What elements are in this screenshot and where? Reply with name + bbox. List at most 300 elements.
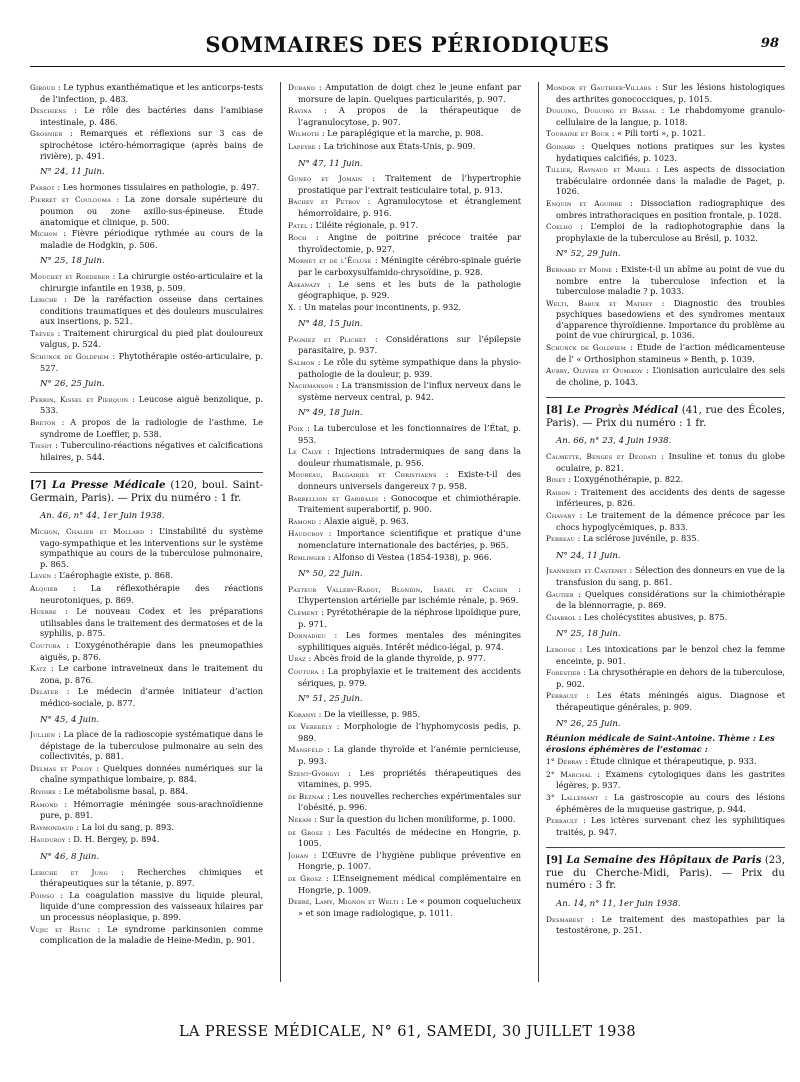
author-name: Remlinger — [288, 552, 326, 562]
article-entry — [546, 451, 785, 473]
article-entry — [288, 768, 521, 790]
article-title: : La loi du sang, p. 893. — [73, 821, 174, 832]
article-title: : Les cholécystites abusives, p. 875. — [575, 611, 728, 622]
author-name: Bernard et Moine — [546, 264, 613, 274]
article-entry — [546, 667, 785, 689]
article-title: : L’Enseignement médical complémentaire en Hongrie, p. 1009. — [298, 873, 521, 895]
article-title: : La tuberculose et les fonctionnaires de l’État, p. 953. — [298, 423, 521, 445]
article-entry — [30, 194, 263, 227]
article-title: : Les états méningés aigus. Diagnose et thérapeutique générales, p. 909. — [556, 690, 785, 712]
author-name: Debré, Lamy, Mignon et Welti — [288, 897, 399, 907]
author-name: Touraine et Bour — [546, 129, 610, 139]
article-entry — [288, 220, 521, 232]
article-title: : Les formes mentales des méningites syphilitiques aiguës. Intérêt médico-légal, p. 974. — [298, 630, 521, 652]
article-entry — [30, 105, 263, 127]
author-name: X. — [288, 302, 297, 312]
author-name: Schunck de Goldfiem — [546, 343, 627, 353]
issue-heading: N° 24, 11 Juin. — [556, 550, 621, 561]
article-title: : L’oxygénothérapie dans les pneumopathies aiguës, p. 876. — [40, 639, 263, 662]
article-title: : L’hypertension artérielle par ischémie rénale, p. 969. — [298, 583, 521, 606]
article-entry — [546, 510, 785, 532]
article-entry — [30, 867, 263, 889]
article-title: : L’instabilité du système vago-sympathique et les interventions sur le système sympathique au cours de la tuberculose pulmonaire, p. 865. — [40, 526, 263, 569]
author-name: Enquin et Aguirre — [546, 198, 623, 208]
author-name: Calmette, Benges et Deodati — [546, 452, 657, 462]
article-title: : Pyrétothérapie de la néphrose lipoïdique pure, p. 971. — [298, 606, 521, 629]
author-name: Nékam — [288, 815, 312, 825]
article-entry — [30, 640, 263, 662]
author-name: Jeanneney et Castenet — [546, 566, 627, 576]
article-entry — [30, 834, 263, 846]
article-entry — [288, 279, 521, 301]
article-entry — [288, 232, 521, 254]
journal-heading — [546, 847, 785, 893]
article-title: : Angine de poitrine précoce traitée par thyroïdectomie, p. 927. — [298, 232, 521, 254]
author-name: Tissot — [30, 441, 53, 451]
article-entry — [288, 552, 521, 564]
page-header — [30, 22, 785, 67]
article-title: : Diagnostic des troubles psychiques basedowiens et des syndromes mentaux d’apparence thyroïdienne. Importance du problème au point de vue chirurgical, p. 1036. — [556, 297, 785, 341]
article-title: : Recherches chimiques et thérapeutiques sur la tétanie, p. 897. — [40, 866, 263, 889]
author-name: Koranyi — [288, 709, 317, 719]
article-title: : Méningite cérébro-spinale guérie par le carboxysulfamido-chrysoïdine, p. 928. — [298, 255, 521, 277]
page-title: SOMMAIRES DES PÉRIODIQUES — [205, 32, 610, 57]
article-title: : Le paraplégique et la marche, p. 908. — [319, 128, 484, 139]
article-entry — [288, 607, 521, 629]
article-title: : L’emploi de la radiophotographie dans la prophylaxie de la tuberculose au Brésil, p. 1032. — [556, 221, 785, 243]
author-name: Giroud — [30, 83, 56, 92]
article-entry — [546, 565, 785, 587]
article-entry — [30, 729, 263, 762]
author-name: Pagniez et Plichet — [288, 334, 367, 344]
article-entry — [288, 709, 521, 721]
author-name: Salmon — [288, 358, 315, 368]
article-entry — [30, 583, 263, 605]
author-name: Huerre — [30, 607, 57, 617]
journal-number: [7] — [30, 479, 52, 492]
author-name: Coutura — [288, 666, 319, 676]
article-entry — [288, 516, 521, 528]
journal-heading — [30, 472, 263, 505]
issue-heading: N° 51, 25 Juin. — [298, 694, 363, 705]
author-name: Mornet et de l’Écluse — [288, 256, 372, 266]
article-entry — [288, 850, 521, 872]
issue-heading: N° 46, 8 Juin. — [40, 852, 100, 863]
article-title: : L’Œuvre de l’hygiène publique préventive en Hongrie, p. 1007. — [298, 849, 521, 872]
article-entry — [30, 440, 263, 462]
article-title: : Le nouveau Codex et les préparations utilisables dans le traitement des dermatoses et de la syphilis, p. 875. — [40, 606, 263, 639]
author-name: de Vereбély — [288, 722, 333, 732]
author-name: 2° Marchal — [546, 769, 592, 779]
article-entry — [288, 105, 521, 127]
author-name: Durand — [288, 83, 316, 92]
author-name: Pierret et Coulouma — [30, 195, 111, 205]
article-title: : La prophylaxie et le traitement des accidents sériques, p. 979. — [298, 665, 521, 688]
author-name: Aubry, Olivier et Oumikov — [546, 366, 643, 376]
article-entry — [546, 533, 785, 545]
author-name: Roch — [288, 233, 307, 243]
author-name: Desmarest — [546, 914, 584, 924]
journal-info: (41, rue des Écoles, Paris). — Prix du numéro : 1 fr. — [546, 405, 785, 429]
article-title: : Traitement chirurgical du pied plat douloureux valgus, p. 524. — [40, 327, 263, 350]
author-name: Perreau — [546, 534, 576, 544]
author-name: Alquier — [30, 583, 58, 593]
article-entry — [546, 82, 785, 104]
article-entry — [30, 822, 263, 834]
author-name: Clément — [288, 607, 319, 617]
article-title: : Quelques notions pratiques sur les kystes hydatiques calcifiés, p. 1023. — [556, 140, 785, 163]
article-entry — [546, 792, 785, 814]
article-entry — [30, 924, 263, 946]
article-entry — [546, 589, 785, 611]
article-title: : Le « poumon coquelucheux » et son image radiologique, p. 1011. — [298, 896, 521, 918]
author-name: Parrot — [30, 182, 55, 192]
article-entry — [30, 82, 263, 104]
author-name: Barbellion et Garibaldi — [288, 493, 379, 503]
article-title: : L’oxygénothérapie, p. 822. — [565, 474, 684, 485]
article-title: : Le rhabdomyome granulo-cellulaire de la langue, p. 1018. — [556, 105, 785, 127]
issue-heading: N° 48, 15 Juin. — [298, 319, 363, 330]
issue-heading: N° 47, 11 Juin. — [298, 158, 363, 169]
article-entry — [30, 786, 263, 798]
article-title: : L’iléite régionale, p. 917. — [307, 219, 419, 230]
article-entry — [30, 570, 263, 582]
author-name: Goinard — [546, 141, 576, 151]
article-title: : Abcès froid de la glande thyroïde, p. 977. — [305, 653, 486, 664]
article-title: : Alaxie aiguë, p. 963. — [315, 515, 409, 526]
author-name: Coelho — [546, 222, 573, 232]
page-footer: LA PRESSE MÉDICALE, N° 61, SAMEDI, 30 JUILLET 1938 — [178, 1024, 637, 1040]
journal-number: [8] — [546, 404, 567, 417]
journal-number: [9] — [546, 854, 567, 867]
article-entry — [288, 141, 521, 153]
article-entry — [30, 271, 263, 293]
author-name: Michon, Chalier et Mollard — [30, 527, 145, 536]
article-title: : Étude clinique et thérapeutique, p. 933. — [582, 756, 757, 767]
article-entry — [546, 644, 785, 666]
author-name: Poix — [288, 424, 304, 434]
author-name: Tillier, Raynaud et Marill — [546, 165, 651, 175]
article-entry — [546, 690, 785, 712]
author-name: Chavany — [546, 511, 576, 520]
column-3 — [546, 82, 785, 1012]
issue-heading: An. 14, n° 11, 1er Juin 1938. — [556, 898, 681, 909]
author-name: Vujic et Ristic — [30, 924, 91, 934]
article-entry — [30, 799, 263, 821]
author-name: Szent-Györgyi — [288, 768, 340, 778]
column-1 — [30, 82, 263, 1012]
author-name: Chabrol — [546, 612, 576, 622]
article-title: : Existe-t-il des donneurs universels dangereux ? p. 958. — [298, 469, 521, 491]
article-title: : Alfonso di Vestea (1854-1938), p. 966. — [325, 551, 492, 562]
article-entry — [30, 228, 263, 250]
article-title: : Le typhus exanthématique et les anticorps-tests de l’infection, p. 483. — [40, 82, 263, 104]
issue-heading: N° 50, 22 Juin. — [298, 569, 363, 580]
author-name: Nachmanson — [288, 381, 334, 391]
article-entry — [288, 666, 521, 688]
article-title: : Le médecin d’armée initiateur d’action médico-sociale, p. 877. — [40, 686, 263, 708]
article-entry — [288, 744, 521, 766]
article-entry — [30, 606, 263, 639]
article-title: : Quelques données numériques sur la chaîne sympathique lombaire, p. 884. — [40, 762, 263, 785]
author-name: Trèves — [30, 328, 55, 338]
author-name: Katz — [30, 664, 47, 674]
author-name: de Grosz — [288, 827, 323, 837]
article-title: : La place de la radioscopie systématique dans le dépistage de la tuberculose pulmonaire au sein des collectivités, p. 881. — [40, 729, 263, 762]
article-entry — [288, 357, 521, 379]
author-name: Delater — [30, 687, 59, 697]
article-title: : Le sens et les buts de la pathologie géographique, p. 929. — [298, 278, 521, 301]
author-name: Delmas et Poloy — [30, 763, 93, 773]
article-title: : La transmission de l’influx nerveux dans le système nerveux central, p. 942. — [298, 380, 521, 402]
article-entry — [30, 328, 263, 350]
article-title: : Importance scientifique et pratique d’une nomenclature internationale des bactéries, p. 965. — [298, 528, 521, 550]
article-title: : Fièvre périodique rythmée au cours de la maladie de Hodgkin, p. 506. — [40, 228, 263, 250]
article-title: : Le traitement de la démence précoce par les chocs hypoglycémiques, p. 833. — [556, 510, 785, 532]
author-name: Wilmoth — [288, 129, 320, 139]
issue-heading: N° 49, 18 Juin. — [298, 408, 363, 419]
author-name: Askanazy — [288, 279, 321, 289]
article-title: : Les aspects de dissociation trabéculaire ordonnée dans la maladie de Paget, p. 1026. — [556, 164, 785, 197]
article-title: : Leucose aiguë benzolique, p. 533. — [40, 393, 263, 416]
author-name: Ravina — [288, 106, 312, 116]
author-name: Perrault — [546, 816, 578, 826]
article-entry — [546, 914, 785, 936]
article-title: : Tuberculino-réactions négatives et calcifications hilaires, p. 544. — [40, 440, 263, 462]
article-title: : Morphologie de l’hyphomycosis pedis, p. 989. — [298, 721, 521, 743]
author-name: Hauduroy — [288, 529, 324, 539]
author-name: Patel — [288, 220, 308, 230]
issue-heading: An. 66, n° 23, 4 Juin 1938. — [556, 436, 672, 447]
article-title: : Les propriétés thérapeutiques des vitamines, p. 995. — [298, 767, 521, 790]
author-name: de Beznak — [288, 791, 325, 801]
article-entry — [288, 791, 521, 813]
article-entry — [288, 896, 521, 918]
author-name: Breton — [30, 418, 56, 428]
article-title: : L’ionisation auriculaire des sels de choline, p. 1043. — [556, 365, 785, 387]
author-name: Perrault — [546, 691, 578, 701]
article-entry — [546, 815, 785, 837]
author-name: Hauduroy — [30, 835, 66, 845]
article-title: : Les hormones tissulaires en pathologie, p. 497. — [54, 181, 260, 192]
article-title: : Traitement des accidents des dents de sagesse inférieures, p. 826. — [556, 486, 785, 509]
article-title: : Sur les lésions histologiques des arthrites gonococciques, p. 1015. — [556, 82, 785, 104]
article-title: : La trichinose aux États-Unis, p. 909. — [315, 140, 476, 151]
article-entry — [30, 763, 263, 785]
author-name: Pasteur Vallery-Radot, Blondin, Israël et Cachin — [288, 584, 508, 594]
article-entry — [30, 394, 263, 416]
article-entry — [30, 890, 263, 923]
article-title: : La sclérose juvénile, p. 835. — [575, 533, 700, 544]
issue-heading: N° 45, 4 Juin. — [40, 714, 100, 725]
article-entry — [288, 302, 521, 314]
author-name: Ramond — [30, 799, 58, 809]
issue-heading: N° 25, 18 Juin. — [556, 629, 621, 640]
article-title: : D. H. Bergey, p. 894. — [65, 834, 160, 845]
author-name: Rivoire — [30, 787, 56, 797]
article-title: : Existe-t-il un abîme au point de vue du nombre entre la tuberculose infection et la tuberculose maladie ? p. 1033. — [556, 263, 785, 297]
journal-title: La Presse Médicale — [51, 479, 166, 492]
author-name: Ramond — [288, 516, 316, 526]
article-entry — [288, 721, 521, 743]
author-name: Lerouge — [546, 644, 576, 654]
article-title: : Les nouvelles recherches expérimentales sur l’obésité, p. 996. — [298, 790, 521, 813]
article-entry — [288, 255, 521, 277]
article-entry — [546, 474, 785, 486]
article-entry — [30, 686, 263, 708]
article-title: : Amputation de doigt chez le jeune enfant par morsure de lapin. Quelques particularités, p. 907. — [298, 82, 521, 104]
article-entry — [288, 814, 521, 826]
article-entry — [30, 128, 263, 161]
author-name: Perrin, Kissel et Pierquin — [30, 394, 129, 404]
issue-heading: N° 52, 29 Juin. — [556, 249, 621, 260]
journal-info: (23, rue du Cherche-Midi, Paris). — Prix du numéro : 3 fr. — [546, 855, 785, 892]
article-entry — [546, 264, 785, 297]
article-title: : Le rôle des bactéries dans l’amibiase intestinale, p. 486. — [40, 105, 263, 127]
article-entry — [288, 380, 521, 402]
article-entry — [288, 173, 521, 195]
journal-title: Le Progrès Médical — [566, 404, 679, 417]
journal-heading — [546, 397, 785, 430]
article-title: : Considérations sur l’épilepsie parasitaire, p. 937. — [298, 333, 521, 356]
author-name: Mansfeld — [288, 745, 324, 755]
article-entry — [288, 334, 521, 356]
author-name: Poinso — [30, 890, 55, 900]
article-entry — [546, 164, 785, 197]
article-entry — [546, 342, 785, 364]
journal-info: (120, boul. Saint-Germain, Paris). — Prix du numéro : 1 fr. — [30, 480, 263, 504]
article-entry — [546, 756, 785, 768]
page — [30, 22, 785, 1062]
issue-heading: N° 26, 25 Juin. — [556, 718, 621, 729]
article-title: : Les Facultés de médecine en Hongrie, p. 1005. — [298, 826, 521, 849]
article-title: : Les ictères survenant chez les syphilitiques traités, p. 947. — [556, 815, 785, 837]
author-name: Raymondaud — [30, 822, 74, 832]
article-entry — [546, 198, 785, 220]
author-name: Duguing, Duguing et Bassal — [546, 106, 657, 116]
article-title: : De la raréfaction osseuse dans certaines conditions traumatiques et des douleurs musculaires aux insertions, p. 521. — [40, 294, 263, 327]
author-name: Welti, Baruk et Mathey — [546, 298, 653, 308]
article-entry — [546, 365, 785, 387]
article-entry — [288, 493, 521, 515]
article-entry — [288, 653, 521, 665]
article-entry — [30, 417, 263, 439]
article-title: : Injections intradermiques de sang dans la douleur rhumatismale, p. 956. — [298, 446, 521, 468]
article-title: : La zone dorsale supérieure du poumon ou zone axillo-sus-épineuse. Étude anatomique et clinique, p. 500. — [40, 194, 263, 227]
article-title: : Traitement de l’hypertrophie prostatique par l’extrait testiculaire total, p. 913. — [298, 173, 521, 195]
author-name: Leriche — [30, 295, 58, 305]
article-entry — [288, 528, 521, 550]
author-name: Jullien — [30, 730, 56, 740]
article-entry — [30, 294, 263, 327]
author-name: Deschiens — [30, 106, 67, 116]
article-title: : Un matelas pour incontinents, p. 932. — [296, 301, 462, 312]
article-title: : Quelques considérations sur la chimiothérapie de la blennorragie, p. 869. — [556, 588, 785, 611]
author-name: Schunck de Goldfiem — [30, 352, 109, 362]
issue-heading: N° 24, 11 Juin. — [40, 167, 105, 178]
article-title: : La réflexothérapie des réactions neurotoniques, p. 869. — [40, 582, 263, 605]
article-title: : Les intoxications par le benzol chez la femme enceinte, p. 901. — [556, 643, 785, 666]
journal-title: La Semaine des Hôpitaux de Paris — [566, 854, 762, 867]
author-name: Uraz — [288, 654, 306, 664]
article-title: : Le rôle du sytème sympathique dans la physio-pathologie de la douleur, p. 939. — [298, 357, 521, 379]
article-entry — [288, 873, 521, 895]
article-entry — [288, 584, 521, 606]
article-entry — [546, 612, 785, 624]
article-entry — [546, 487, 785, 509]
author-name: Raison — [546, 487, 571, 497]
article-title: : La coagulation massive du liquide pleural, liquide d’une compression des vaisseaux hilaires par un processus néoplasique, p. 899. — [40, 889, 263, 922]
article-title: : Insuline et tonus du globe oculaire, p. 821. — [556, 451, 785, 473]
article-title: : Le traitement des mastopathies par la testostérone, p. 251. — [556, 913, 785, 936]
article-entry — [30, 351, 263, 373]
author-name: Johan — [288, 850, 309, 860]
article-entry — [288, 128, 521, 140]
article-title: : La chirurgie ostéo-articulaire et la chirurgie infantile en 1938, p. 509. — [40, 270, 263, 293]
author-name: Coutura — [30, 640, 61, 650]
article-entry — [546, 141, 785, 163]
column-2 — [288, 82, 521, 1012]
article-title: : Examens cytologiques dans les gastrites légères, p. 937. — [556, 768, 785, 791]
author-name: Donnadieu — [288, 631, 327, 641]
columns — [30, 82, 785, 1012]
article-title: : Étude de l’action médicamenteuse de l’ « Orthosiphon stamineus » Benth, p. 1039. — [556, 342, 785, 364]
article-entry — [30, 182, 263, 194]
section-subheading: Réunion médicale de Saint-Antoine. Thème : Les érosions éphémères de l’estomac : — [546, 733, 775, 754]
article-title: : A propos de la thérapeutique de l’agranulocytose, p. 907. — [298, 105, 521, 127]
page-number: 98 — [760, 36, 779, 51]
author-name: de Grosz — [288, 874, 322, 883]
article-entry — [288, 630, 521, 652]
author-name: Le Calvé — [288, 447, 323, 457]
article-entry — [546, 105, 785, 127]
author-name: Leriche et Jung — [30, 867, 108, 877]
author-name: Michon — [30, 229, 58, 239]
article-title: : Le syndrome parkinsonien comme complication de la maladie de Heine-Medin, p. 901. — [40, 923, 263, 946]
author-name: Grosnier — [30, 129, 63, 139]
article-entry — [30, 526, 263, 569]
author-name: Forestier — [546, 668, 581, 678]
article-title: : Sélection des donneurs en vue de la transfusion du sang, p. 861. — [556, 565, 785, 587]
article-title: : La glande thyroïde et l’anémie pernicieuse, p. 993. — [298, 744, 521, 767]
author-name: Moureau, Balgairies et Christiaens — [288, 470, 437, 480]
author-name: Mouchet et Roederer — [30, 271, 110, 281]
article-entry — [546, 221, 785, 243]
article-title: : A propos de la radiologie de l’asthme. Le syndrome de Loeffler, p. 538. — [40, 417, 263, 439]
article-title: : Le métabolisme basal, p. 884. — [55, 786, 189, 797]
author-name: 1° Debray — [546, 757, 583, 767]
article-title: : Phytothérapie ostéo-articulaire, p. 527. — [40, 351, 263, 373]
article-title: : De la vieillesse, p. 985. — [316, 708, 421, 719]
article-entry — [288, 469, 521, 491]
article-entry — [288, 196, 521, 218]
article-title: : Le carbone intraveineux dans le traitement du zona, p. 876. — [40, 663, 263, 685]
author-name: Leven — [30, 571, 52, 581]
article-title: : La chrysothérapie en dehors de la tuberculose, p. 902. — [556, 667, 785, 689]
author-name: Mondor et Gauthier-Villars — [546, 83, 652, 92]
article-title: : Hémorragie méningée sous-arachnoïdienne pure, p. 891. — [40, 798, 263, 821]
author-name: Lapeyre — [288, 141, 316, 151]
article-entry — [30, 663, 263, 685]
author-name: Gautier — [546, 589, 574, 599]
issue-heading: An. 46, n° 44, 1er Juin 1938. — [40, 511, 165, 522]
issue-heading: N° 26, 25 Juin. — [40, 379, 105, 390]
article-entry — [546, 298, 785, 341]
author-name: Gunéo et Jomain — [288, 174, 363, 184]
article-entry — [288, 827, 521, 849]
article-entry — [288, 423, 521, 445]
article-title: : Dissociation radiographique des ombres intrathoraciques en position frontale, p. 1028. — [556, 197, 785, 220]
